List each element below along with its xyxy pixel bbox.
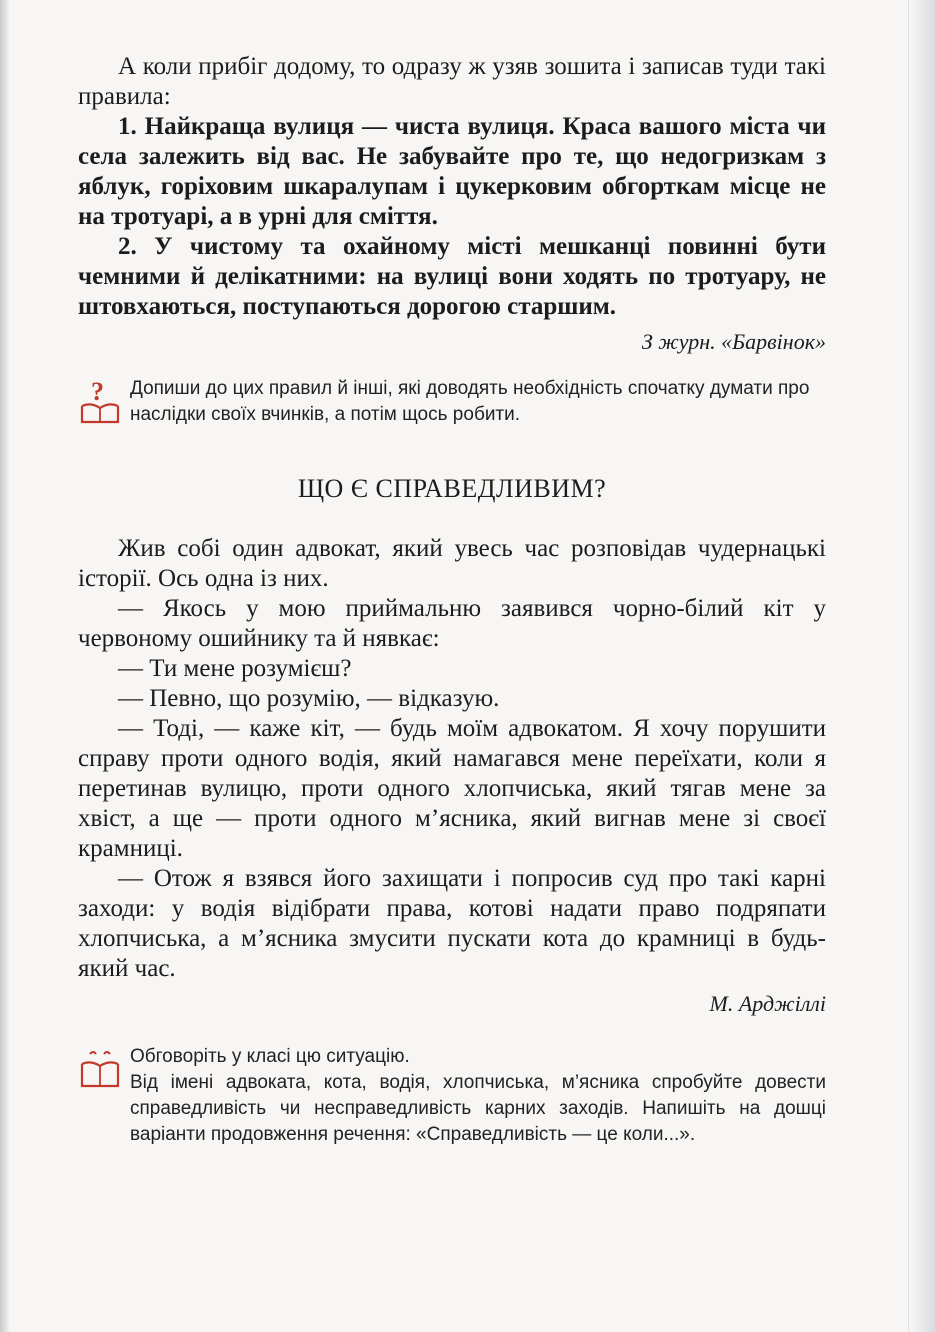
story-paragraph-3: — Ти мене розумієш? (118, 655, 352, 682)
story-paragraph-6: — Отож я взявся його захищати і попросив суд про такі карні заходи: у водія відібрати права, котові надати право подряпати хлопчиська, а м’ясника змусити пускати кота до крамниці в будь-який час. (78, 865, 826, 982)
task-1-text: Допиши до цих правил й інші, які доводять необхідність спочатку думати про наслідки своїх вчинків, а потім щось робити. (130, 378, 810, 425)
open-book-icon (78, 1046, 122, 1094)
story-paragraph-2: — Якось у мою приймальню заявився чорно-білий кіт у червоному ошийнику та й нявкає: (78, 595, 826, 652)
story-author: М. Арджіллі (709, 991, 826, 1016)
task-2-text: Від імені адвоката, кота, водія, хлопчиська, м’ясника спробуйте довести справедливість чи несправедливість карних заходів. Напишіть на дошці варіанти продовження речення: «Справедливість — це коли...». (130, 1072, 826, 1145)
svg-text:?: ? (91, 378, 104, 406)
task-1 (78, 376, 826, 428)
story-paragraph-4: — Певно, що розумію, — відказую. (118, 685, 500, 712)
page-binding-shadow (0, 0, 10, 1332)
story-paragraph-5: — Тоді, — каже кіт, — будь моїм адвокатом. Я хочу порушити справу проти одного водія, який намагався мене переїхати, коли я перетинав вулицю, проти одного хлопчиська, який тягав мене за хвіст, а ще — проти одного м’ясника, який вигнав мене зі своєї крамниці. (78, 715, 826, 862)
source-citation: З журн. «Барвінок» (641, 329, 826, 354)
intro-paragraph: А коли прибіг додому, то одразу ж узяв зошита і записав туди такі правила: (78, 53, 826, 110)
task-2 (78, 1044, 826, 1148)
page-content (78, 52, 826, 1148)
rule-2: 2. У чистому та охайному місті мешканці повинні бути чемними й делікатними: на вулиці вони ходять по тротуару, не штовхаються, поступаються дорогою старшим. (78, 233, 826, 320)
page-edge (908, 0, 935, 1332)
rule-1: 1. Найкраща вулиця — чиста вулиця. Краса вашого міста чи села залежить від вас. Не забувайте про те, що недогризкам з яблук, горіховим шкаралупам і цукерковим обгорткам місце не на тротуарі, а в урні для сміття. (78, 113, 826, 230)
story-paragraph-1: Жив собі один адвокат, який увесь час розповідав чудернацькі історії. Ось одна із них. (78, 535, 826, 592)
task-2-line-1: Обговоріть у класі цю ситуацію. (130, 1046, 410, 1067)
question-book-icon (78, 378, 122, 426)
story-title: ЩО Є СПРАВЕДЛИВИМ? (297, 474, 607, 503)
